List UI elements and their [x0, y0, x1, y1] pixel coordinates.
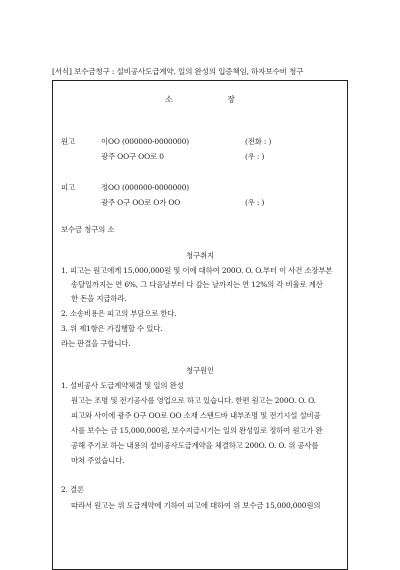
- claim-purpose-line: 송달일까지는 연 6%, 그 다음날부터 다 갚는 날까지는 연 12%의 각 비율로 계산: [71, 280, 323, 289]
- document-title: 소 장: [165, 95, 261, 104]
- claim-purpose-line: 라는 판결을 구합니다.: [61, 339, 131, 348]
- case-name: 보수금 청구의 소: [61, 225, 115, 234]
- claim-reasons-heading: 청구원인: [186, 366, 214, 375]
- reason-line: 마쳐 주었습니다.: [71, 456, 125, 465]
- claim-purpose-line: 3. 위 제1항은 가집행할 수 있다.: [61, 324, 163, 333]
- plaintiff-phone: (전화 : ): [245, 137, 272, 146]
- defendant-address: 광주 O구 OO로 O가 OO: [101, 198, 181, 207]
- complaint-box: [52, 80, 348, 570]
- plaintiff-postal: (우 : ): [245, 152, 265, 161]
- reason-line: 따라서 원고는 위 도급계약에 기하여 피고에 대하여 위 보수금 15,000,000원의: [71, 501, 321, 510]
- section-title: 1. 설비공사 도급계약체결 및 일의 완성: [61, 381, 184, 390]
- claim-purpose-heading: 청구취지: [186, 251, 214, 260]
- defendant-name: 정OO (000000-0000000): [101, 183, 189, 192]
- section-title: 2. 결론: [61, 485, 84, 494]
- plaintiff-name: 이OO (000000-0000000): [101, 137, 189, 146]
- document-header: [서식] 보수금청구 : 설비공사도급계약, 일의 완성의 입증책임, 하자보수비 청구: [52, 67, 304, 76]
- reason-line: 공해 주기로 하는 내용의 설비공사도급계약을 체결하고 200O. O. O. 위 공사를: [71, 441, 319, 450]
- plaintiff-label: 원고: [61, 137, 75, 146]
- claim-purpose-line: 2. 소송비용은 피고의 부담으로 한다.: [61, 309, 177, 318]
- defendant-postal: (우 : ): [245, 198, 265, 207]
- plaintiff-address: 광주 OO구 OO로 0: [101, 152, 164, 161]
- claim-purpose-line: 1. 피고는 원고에게 15,000,000원 및 이에 대하여 200O. O. O.부터 이 사건 소장부본: [61, 266, 333, 275]
- reason-line: 원고는 조명 및 전기공사를 영업으로 하고 있습니다. 한편 원고는 200O. O. O.: [71, 396, 316, 405]
- reason-line: 피고와 사이에 광주 O구 OO로 OO 소재 스탠드바 내부조명 및 전기시설 설비공: [71, 411, 321, 420]
- reason-line: 사를 보수는 금 15,000,000원, 보수지급시기는 일의 완성일로 정하여 원고가 완: [71, 426, 323, 435]
- defendant-label: 피고: [61, 183, 75, 192]
- claim-purpose-line: 한 돈을 지급하라.: [71, 294, 127, 303]
